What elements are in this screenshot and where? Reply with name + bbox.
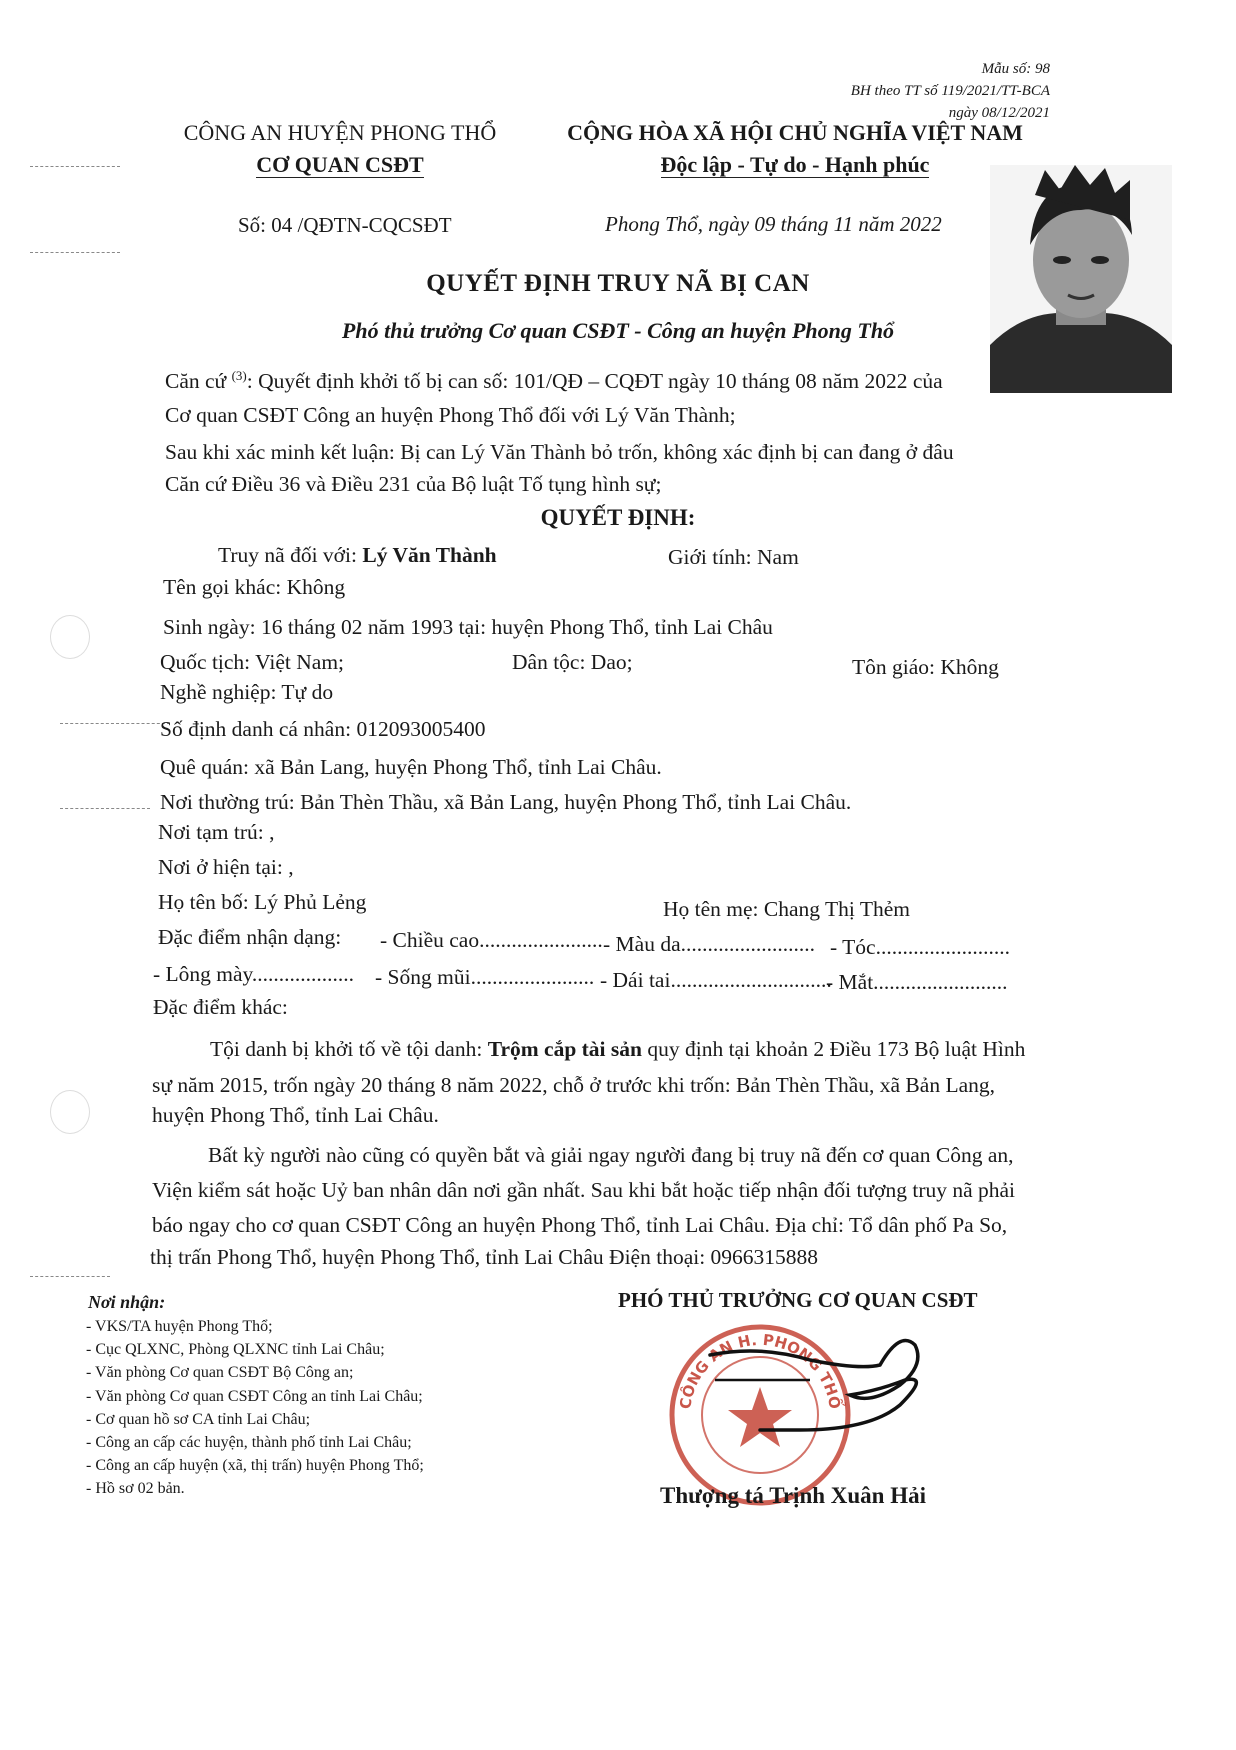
- hometown: Quê quán: xã Bản Lang, huyện Phong Thổ, tỉnh Lai Châu.: [160, 755, 662, 779]
- national-header: [545, 120, 1045, 178]
- scan-dash: [60, 808, 150, 809]
- charge-line1: [210, 1037, 1025, 1062]
- wanted-label: Truy nã đối với:: [218, 543, 363, 567]
- feature-height: - Chiều cao.......................: [380, 928, 603, 952]
- id-number: Số định danh cá nhân: 012093005400: [160, 717, 486, 741]
- arrest-line3: báo ngay cho cơ quan CSĐT Công an huyện Phong Thổ, tỉnh Lai Châu. Địa chỉ: Tổ dân phố Pa So,: [152, 1213, 1008, 1237]
- republic-name: CỘNG HÒA XÃ HỘI CHỦ NGHĨA VIỆT NAM: [567, 120, 1023, 145]
- charge-name: Trộm cắp tài sản: [487, 1037, 642, 1061]
- handwritten-signature: [700, 1335, 940, 1455]
- charge-line1-a: Tội danh bị khởi tố về tội danh:: [210, 1037, 488, 1061]
- basis-line4: Căn cứ Điều 36 và Điều 231 của Bộ luật Tố tụng hình sự;: [165, 472, 662, 496]
- basis-footnote-mark: (3): [231, 368, 247, 383]
- form-ref-line3: ngày 08/12/2021: [948, 105, 1050, 121]
- motto-text: Độc lập - Tự do - Hạnh phúc: [660, 152, 930, 177]
- punch-hole-top: [50, 615, 90, 659]
- basis-line1-b: : Quyết định khởi tố bị can số: 101/QĐ – CQĐT ngày 10 tháng 08 năm 2022 của: [246, 369, 943, 394]
- scan-dash: [30, 166, 120, 167]
- temporary-residence: Nơi tạm trú: ,: [158, 820, 275, 844]
- recipient-item: - Văn phòng Cơ quan CSĐT Bộ Công an;: [86, 1364, 354, 1381]
- unit-name: [170, 152, 510, 178]
- birth: Sinh ngày: 16 tháng 02 năm 1993 tại: huyện Phong Thổ, tỉnh Lai Châu: [163, 615, 773, 639]
- scan-dash: [60, 723, 170, 724]
- father-name: Họ tên bố: Lý Phủ Lẻng: [158, 890, 367, 914]
- basis-line1: [165, 368, 943, 394]
- current-residence: Nơi ở hiện tại: ,: [158, 855, 294, 879]
- feature-nose: - Sống mũi.......................: [375, 965, 595, 989]
- recipient-item: - Cục QLXNC, Phòng QLXNC tỉnh Lai Châu;: [86, 1341, 385, 1358]
- signer-name: Thượng tá Trịnh Xuân Hải: [660, 1483, 926, 1508]
- nationality: Quốc tịch: Việt Nam;: [160, 650, 345, 674]
- charge-line1-b: quy định tại khoản 2 Điều 173 Bộ luật Hình: [641, 1037, 1026, 1061]
- stamp-text: CÔNG AN H. PHONG THỔ: [676, 1330, 844, 1411]
- document-title: QUYẾT ĐỊNH TRUY NÃ BỊ CAN: [426, 270, 810, 297]
- issuing-agency: [170, 120, 510, 178]
- recipient-item: - Công an cấp huyện (xã, thị trấn) huyện Phong Thổ;: [86, 1457, 424, 1474]
- occupation: Nghề nghiệp: Tự do: [160, 680, 334, 704]
- decision-heading: QUYẾT ĐỊNH:: [540, 505, 696, 530]
- scan-dash: [30, 1276, 110, 1277]
- feature-hair: - Tóc.........................: [830, 935, 1010, 959]
- motto: [545, 152, 1045, 178]
- punch-hole-bottom: [50, 1090, 90, 1134]
- feature-brows: - Lông mày...................: [153, 962, 355, 986]
- scan-dash: [30, 252, 120, 253]
- document-subtitle: Phó thủ trưởng Cơ quan CSĐT - Công an huyện Phong Thổ: [341, 318, 895, 343]
- charge-line2: sự năm 2015, trốn ngày 20 tháng 8 năm 2022, chỗ ở trước khi trốn: Bản Thèn Thầu, xã Bản Lang,: [152, 1073, 995, 1097]
- suspect-name: Lý Văn Thành: [362, 543, 497, 567]
- recipients-heading: Nơi nhận:: [88, 1292, 166, 1312]
- gender: Giới tính: Nam: [668, 545, 799, 569]
- basis-line2: Cơ quan CSĐT Công an huyện Phong Thổ đối với Lý Văn Thành;: [165, 403, 736, 427]
- form-ref-line2: BH theo TT số 119/2021/TT-BCA: [850, 83, 1050, 99]
- feature-skin: - Màu da.........................: [603, 932, 815, 956]
- ethnicity: Dân tộc: Dao;: [512, 650, 633, 674]
- other-features: Đặc điểm khác:: [153, 995, 288, 1019]
- document-number: Số: 04 /QĐTN-CQCSĐT: [238, 213, 452, 237]
- features-label: Đặc điểm nhận dạng:: [158, 925, 342, 949]
- form-reference: [820, 58, 1050, 124]
- recipient-item: - Hồ sơ 02 bản.: [86, 1480, 185, 1497]
- place-date: Phong Thổ, ngày 09 tháng 11 năm 2022: [605, 212, 942, 236]
- arrest-line1: Bất kỳ người nào cũng có quyền bắt và giải ngay người đang bị truy nã đến cơ quan Công an,: [208, 1143, 1014, 1167]
- charge-line3: huyện Phong Thổ, tỉnh Lai Châu.: [152, 1103, 439, 1127]
- recipient-item: - VKS/TA huyện Phong Thổ;: [86, 1318, 273, 1335]
- arrest-line4: thị trấn Phong Thổ, huyện Phong Thổ, tỉnh Lai Châu Điện thoại: 0966315888: [150, 1245, 819, 1269]
- religion: Tôn giáo: Không: [852, 655, 999, 679]
- basis-line1-a: Căn cứ: [165, 369, 232, 394]
- recipient-item: - Cơ quan hồ sơ CA tỉnh Lai Châu;: [86, 1411, 311, 1428]
- recipient-item: - Văn phòng Cơ quan CSĐT Công an tỉnh Lai Châu;: [86, 1388, 423, 1405]
- feature-eyes: - Mắt.........................: [826, 970, 1008, 994]
- mother-name: Họ tên mẹ: Chang Thị Thẻm: [663, 897, 911, 921]
- wanted-line: [218, 543, 497, 568]
- unit-name-text: CƠ QUAN CSĐT: [256, 152, 424, 177]
- form-ref-line1: Mẫu số: 98: [981, 61, 1050, 77]
- signer-title: PHÓ THỦ TRƯỞNG CƠ QUAN CSĐT: [618, 1288, 978, 1312]
- alias: Tên gọi khác: Không: [163, 575, 346, 599]
- recipient-item: - Công an cấp các huyện, thành phố tỉnh Lai Châu;: [86, 1434, 412, 1451]
- feature-ears: - Dái tai..............................: [600, 968, 832, 992]
- agency-name: CÔNG AN HUYỆN PHONG THỔ: [183, 120, 497, 145]
- arrest-line2: Viện kiểm sát hoặc Uỷ ban nhân dân nơi gần nhất. Sau khi bắt hoặc tiếp nhận đối tượng truy nã phải: [152, 1178, 1016, 1202]
- basis-line3: Sau khi xác minh kết luận: Bị can Lý Văn Thành bỏ trốn, không xác định bị can đang ở đâu: [165, 440, 954, 464]
- permanent-residence: Nơi thường trú: Bản Thèn Thầu, xã Bản Lang, huyện Phong Thổ, tỉnh Lai Châu.: [160, 790, 852, 814]
